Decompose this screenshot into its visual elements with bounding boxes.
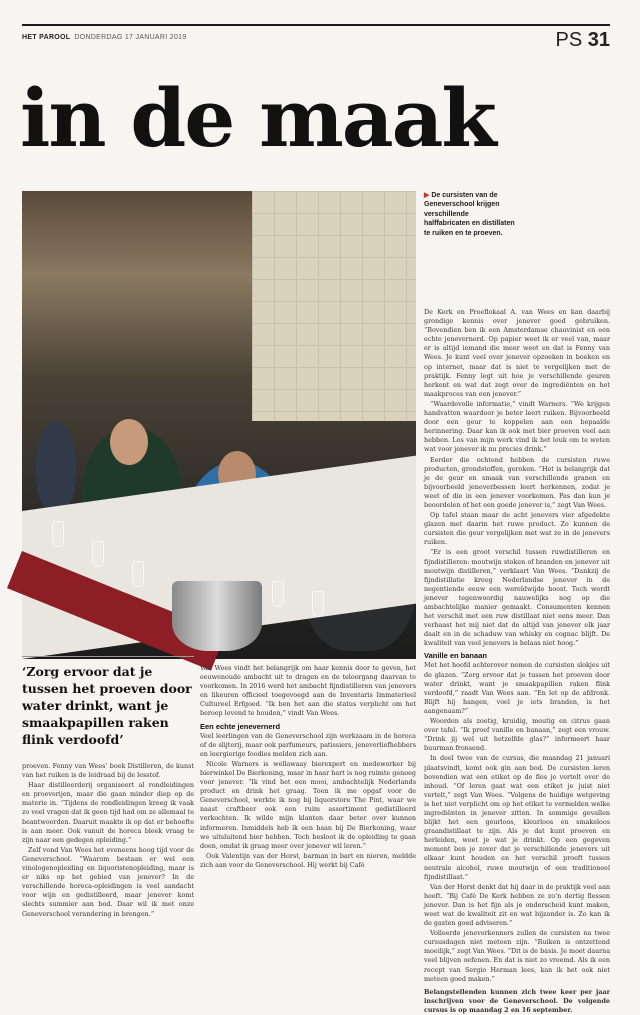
page-number xyxy=(556,29,611,52)
tasting-glass xyxy=(312,591,324,617)
caption-arrow-icon: ▶ xyxy=(424,192,430,199)
headline: in de maak xyxy=(20,71,495,165)
paragraph: Ook Valentijn van der Horst, barman in bart en nieren, meldde zich aan voor de Geneverschool. Hij werkt bij Café xyxy=(200,851,416,869)
pull-quote: ‘Zorg ervoor dat je tussen het proeven door water drinkt, want je smaakpapillen raken flink verdoofd’ xyxy=(22,664,192,747)
newspaper-brand: HET PAROOL DONDERDAG 17 JANUARI 2019 xyxy=(22,34,187,41)
divider xyxy=(22,656,194,657)
tiled-wall xyxy=(252,191,416,421)
paragraph: Van der Horst denkt dat hij daar in de praktijk veel aan heeft. “Bij Café De Kerk hebben ze zo’n dertig flessen jenever. Dan is het fijn als je onderscheid kunt maken, weet wat de kwaliteit zit en wat bijzonder is. Zo kan ik de gasten goed adviseren.” xyxy=(424,882,610,928)
article-column-1 xyxy=(22,762,194,918)
paragraph: proeven. Fenny van Wees’ boek Distilleren, de kunst van het ruiken is de leidraad bij de lesstof. xyxy=(22,762,194,780)
paragraph: Volleerde jeneverkenners zullen de cursisten na twee cursusdagen niet meteen zijn. “Ruiken is ontzettend moeilijk,” zegt Van Wees. “Dit is de basis. Je moet daarna veel blijven oefenen. En dat is niet zo vreemd. Als ik een recept van Sergio Herman lees, kan ik het ook niet meteen goed maken.” xyxy=(424,929,610,983)
person-head xyxy=(110,419,148,465)
article-column-2 xyxy=(200,664,416,894)
issue-date: DONDERDAG 17 JANUARI 2019 xyxy=(74,34,187,41)
article-column-3 xyxy=(424,308,610,1014)
enrollment-note: Belangstellenden kunnen zich twee keer per jaar inschrijven voor de Geneverschool. De volgende cursus is op maandag 2 en 16 september. xyxy=(424,987,610,1014)
paragraph: Van Wees vindt het belangrijk om haar kennis door te geven, het eeuwenoude ambacht uit te dragen en de teloorgang daarvan te voorkomen. In 2016 werd het ambacht fijndistilleren van jenevers en likeuren officieel toegevoegd aan de Inventaris Immaterieel Cultureel Erfgoed. “Ik ben het aan die status verplicht om het beroep levend te houden,” vindt Van Wees. xyxy=(200,664,416,718)
tasting-glass xyxy=(92,541,104,567)
person-silhouette xyxy=(36,421,76,511)
paragraph: In deel twee van de cursus, die maandag 21 januari plaatsvindt, komt ook gin aan bod. De cursisten leren bovendien wat een etiket op de fles je vertelt over de inhoud. “Of leren gaat wat een etiket je juist niet vertelt,” zegt Van Wees. “Volgens de huidige wetgeving is het niet verplicht om op het etiket te vermelden welke ingrediënten in jenever zitten. In sommige gevallen blijkt het een geurloos, kleurloos en smakeloos graandistillaat te zijn. Als je dat kunt proeven en herleiden, weet je wat je drinkt. Op een gegeven moment ben je zover dat je verschillende jenevers uit elkaar kunt houden en het verschil proeft tussen neutrale alcohol, ruwe moutwijn of een traditioneel fijndistillaat.” xyxy=(424,754,610,881)
tasting-glass xyxy=(272,581,284,607)
tasting-glass xyxy=(52,521,64,547)
paragraph: Zelf vond Van Wees het eveneens hoog tijd voor de Geneverschool. “Waarom bestaan er wel een vinologenopleiding en liquoristenopleiding, maar is er niks op het gebied van jenever? In de verschillende horeca-opleidingen is veel aandacht voor wijn en gedistilleerd, maar jenever komt slechts summier aan bod. Daar wil ik met onze Geneverschool verandering in brengen.” xyxy=(22,845,194,918)
spittoon-bucket xyxy=(172,581,262,651)
masthead xyxy=(22,24,610,50)
caption-text: De cursisten van de Geneverschool krijgen verschillende halffabricaten en distillaten te ruiken en te proeven. xyxy=(424,192,515,237)
paragraph: De Kerk en Proeflokaal A. van Wees en kan daarbij grondige kennis over jenever goed gebruiken. “Bovendien ben ik een Amsterdamse chauvinist en een echte jenevernerd. Op papier weet ik er veel van, maar er is altijd iemand die meer weet en dat is Fenny van Wees. Je kunt veel over jenever opzoeken in boeken en op internet, maar dat is niet te vergelijken met de praktijk. Fenny legt uit hoe je verschillende geuren herkent en wat dat zegt over de ingrediënten en het maakproces van een jenever.” xyxy=(424,308,610,398)
paragraph: “Waardevolle informatie,” vindt Warners. “We krijgen handvatten waardoor je beter leert ruiken. Bijvoorbeeld door een geur te koppelen aan een bepaalde herinnering. Daar kan ik ook met bier proeven veel aan hebben. Los van mijn werk vind ik het leuk om te weten wat voor jenever ik nu precies drink.” xyxy=(424,399,610,454)
page-number-value: 31 xyxy=(587,29,610,51)
subheading: Een echte jenevernerd xyxy=(200,721,281,731)
paragraph: Nicole Warners is wellawaay bierexpert en medewerker bij bierwinkel De Bierkoning, maar in haar hart is nog ruimte genoeg voor jenever. “Ik vind het een mooi, ambachtelijk Nederlands product en drink het graag. Toen ik me opgaf voor de Geneverschool, werkte ik nog bij liquorstore The Pint, waar we naast craftbeer ook een ruim assortiment gedistilleerd verkochten. Ik wilde mijn klanten daar beter over kunnen informeren. Inmiddels heb ik een baan bij De Bierkoning, waar we uitsluitend bier hebben. Toch besloot ik de opleiding te gaan doen, omdat ik graag meer over jenever wil leren.” xyxy=(200,759,416,850)
subheading: Vanille en banaan xyxy=(424,651,487,661)
paragraph: Op tafel staan maar de acht jenevers vier afgedekte glazen met daarin het ruwe product. Zo kunnen de cursisten die geur vergelijken met wat ze in de jenevers ruiken. xyxy=(424,511,610,547)
photo-caption xyxy=(424,191,516,238)
paragraph: Met het hoofd achterover nemen de cursisten slokjes uit de glazen. “Zorg ervoor dat je tussen het proeven door water drinkt, want je smaakpapillen raken flink verdoofd,” raadt Van Wees aan. “En let op de afdronk. Blijft hij hangen, voel je iets branden, is het aangenaam?” xyxy=(424,661,610,715)
paragraph: Eerder die ochtend hebben de cursisten ruwe producten, grondstoffen, geroken. “Het is belangrijk dat je de geur en smaak van verschillende granen en bijvoorbeeld jeneverbessen leert herkennen, zodat je weet of die in een jenever voorkomen. Pas dan kun je beoordelen of het een goede jenever is,” zegt Van Wees. xyxy=(424,455,610,509)
tasting-glass xyxy=(132,561,144,587)
paragraph: “Er is een groot verschil tussen ruwdistilleren en fijndistilleren: moutwijn stoken of branden en jenever uit moutwijn distilleren,” verklaart Van Wees. “Dankzij de fijndistillatie kreeg Nederlandse jenever in de negentiende eeuw een wereldwijde hoost. Toch wordt jenever tegenwoordig nauwelijks nog op die ambachtelijke manier gemaakt. Consumenten kennen het verschil met een ruw distillaat niet eens meer. Dan verbaast het mij niet dat de altijd van jenever elk jaar daalt en in de schaduw van whisky en cognac blijft. De kwaliteit van veel jenevers is helaas niet hoog.” xyxy=(424,548,610,648)
paragraph: Woorden als zoetig, kruidig, moutig en citrus gaan over tafel. “Ik proef vanille en banaan,” zegt een vrouw. “Drink jij wel uit hetzelfde glas?” informeert haar buurman fronsend. xyxy=(424,717,610,753)
section-label: PS xyxy=(555,29,583,51)
article-photo xyxy=(22,191,416,659)
paragraph: Haar distilleerderij organiseert al rondleidingen en proeverijen, maar die gaan minder diep op de materie in. “Tijdens de rondleidingen kreeg ik vaak zo veel vragen dat ik geen tijd had om ze allemaal te beantwoorden. Daaruit maakte ik op dat er behoefte is aan meer. Ook vanuit de horeca bleek vraag te zijn naar een gedegen opleiding.” xyxy=(22,781,194,844)
paragraph: Veel leerlingen van de Geneverschool zijn werkzaam in de horeca of de slijterij, maar ook parfumeurs, patissiers, jeneverliefhebbers en leergierige foodies melden zich aan. xyxy=(200,731,416,758)
